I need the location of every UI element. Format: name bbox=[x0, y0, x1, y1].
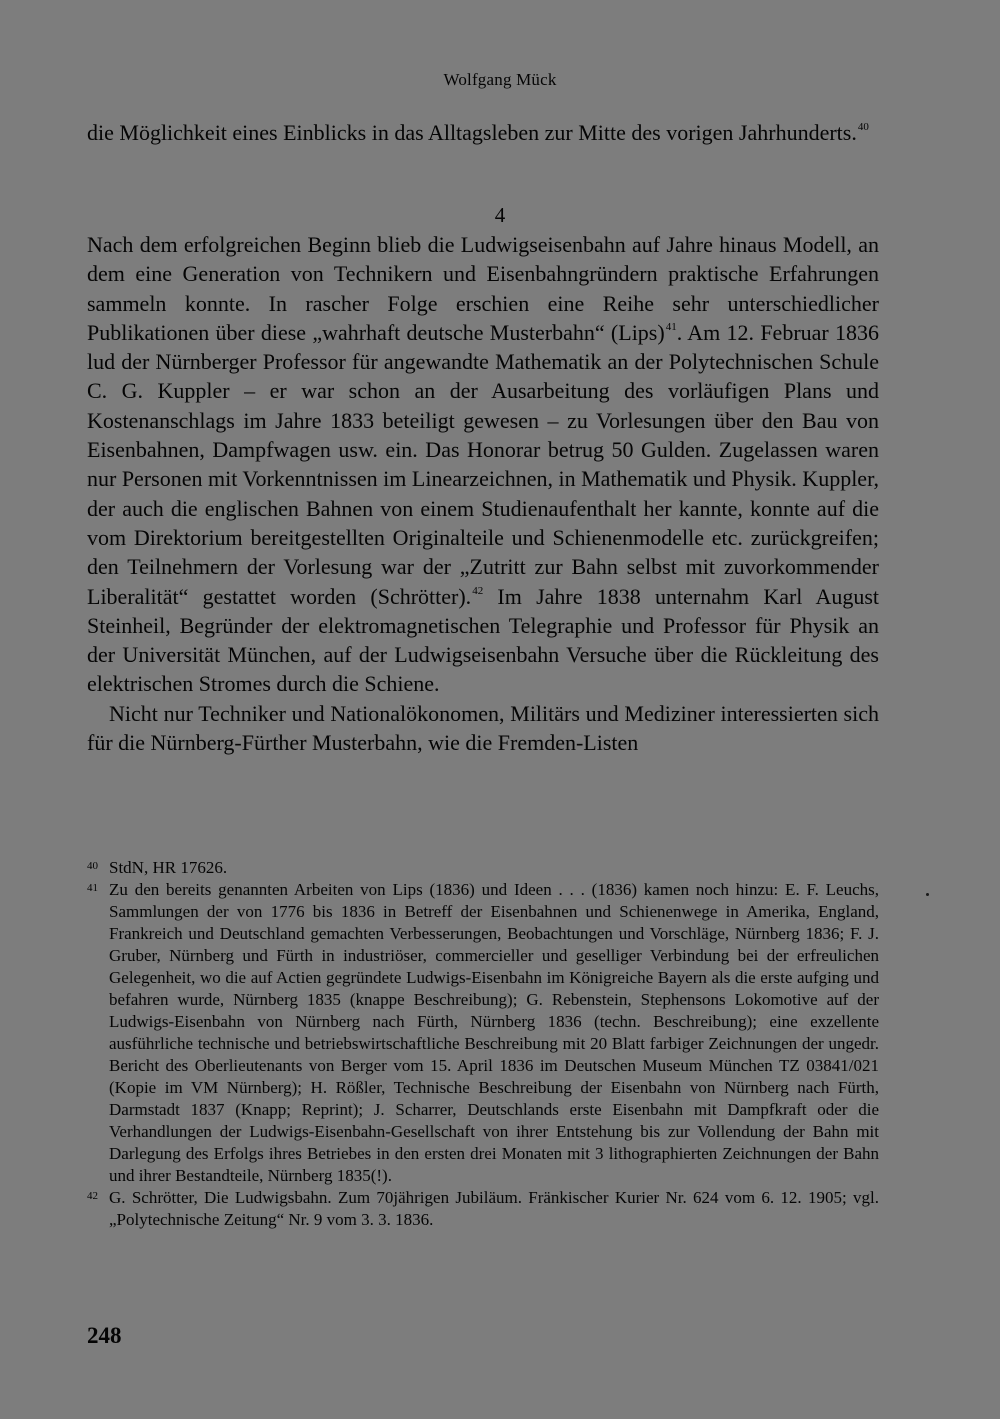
footnote-ref-40: 40 bbox=[857, 121, 869, 133]
footnote-mark: 40 bbox=[87, 860, 98, 872]
footnote-40 bbox=[87, 857, 879, 879]
footnote-mark: 42 bbox=[87, 1190, 98, 1202]
paragraph-1-part-3: Im Jahre 1838 unternahm Karl August Steinheil, Begründer der elektromagnetischen Telegraphie und Professor für Physik an der Universität München, auf der Ludwigseisenbahn Versuche über die Rückleitung des elektrischen Stromes durch die Schiene. bbox=[87, 583, 879, 697]
page-number: 248 bbox=[87, 1323, 122, 1348]
paragraph-1-part-1: Nach dem erfolgreichen Beginn blieb die Ludwigseisenbahn auf Jahre hinaus Modell, an dem eine Generation von Technikern und Eisenbahngründern praktische Erfahrungen sammeln konnte. In rascher Folge erschien eine Reihe sehr unterschiedlicher Publikationen über diese „wahrhaft deutsche Musterbahn“ (Lips) bbox=[87, 232, 879, 345]
intro-text: die Möglichkeit eines Einblicks in das Alltagsleben zur Mitte des vorigen Jahrhunderts. bbox=[87, 120, 857, 145]
footnote-41 bbox=[87, 879, 879, 1187]
footnote-ref-41: 41 bbox=[665, 320, 677, 333]
footnote-42 bbox=[87, 1187, 879, 1231]
main-text bbox=[87, 230, 879, 757]
intro-paragraph bbox=[87, 118, 879, 147]
running-head: Wolfgang Mück bbox=[443, 70, 557, 89]
footnote-ref-42: 42 bbox=[472, 584, 484, 597]
footnote-text: StdN, HR 17626. bbox=[109, 858, 228, 877]
paragraph-1 bbox=[87, 230, 879, 699]
print-speck bbox=[926, 893, 929, 896]
footnote-mark: 41 bbox=[87, 882, 98, 894]
footnote-text: Zu den bereits genannten Arbeiten von Lips (1836) und Ideen . . . (1836) kamen noch hinzu: E. F. Leuchs, Sammlungen der von 1776 bis 1836 in Betreff der Eisenbahnen und Schienenwege in Amerika, England, Frankreich und Deutschland gemachten Verbesserungen, Beobachtungen und Vorschläge, Nürnberg 1836; F. J. Gruber, Nürnberg und Fürth in industriöser, commercieller und geselliger Verbindung bei der erfreulichen Gelegenheit, wo die auf Actien gegründete Ludwigs-Eisenbahn im Königreiche Bayern als die erste aufging und befahren wurde, Nürnberg 1835 (knappe Beschreibung); G. Rebenstein, Stephensons Lokomotive auf der Ludwigs-Eisenbahn von Nürnberg nach Fürth, Nürnberg 1836 (techn. Beschreibung); eine exzellente ausführliche technische und betriebswirtschaftliche Beschreibung mit 20 Blatt farbiger Zeichnungen der ungedr. Bericht des Oberlieutenants von Berger vom 15. April 1836 im Deutschen Museum München TZ 03841/021 (Kopie im VM Nürnberg); H. Rößler, Technische Beschreibung der Eisenbahn von Nürnberg nach Fürth, Darmstadt 1837 (Knapp; Reprint); J. Scharrer, Deutschlands erste Eisenbahn mit Dampfkraft oder die Verhandlungen der Ludwigs-Eisenbahn-Gesellschaft von ihrer Entstehung bis zur Vollendung der Bahn mit Darlegung des Erfolgs ihres Betriebes in den ersten drei Monaten mit 3 lithographierten Zeichnungen der Bahn und ihrer Bestandteile, Nürnberg 1835(!). bbox=[109, 880, 879, 1185]
paragraph-1-part-2: . Am 12. Februar 1836 lud der Nürnberger Professor für angewandte Mathematik an der Polytechnischen Schule C. G. Kuppler – er war schon an der Ausarbeitung des vorläufigen Plans und Kostenanschlags im Jahre 1833 beteiligt gewesen – zu Vorlesungen über den Bau von Eisenbahnen, Dampfwagen usw. ein. Das Honorar betrug 50 Gulden. Zugelassen waren nur Personen mit Vorkenntnissen im Linearzeichnen, in Mathematik und Physik. Kuppler, der auch die englischen Bahnen von einem Studienaufenthalt her kannte, konnte auf die vom Direktorium bereitgestellten Originalteile und Schienenmodelle etc. zurückgreifen; den Teilnehmern der Vorlesung war der „Zutritt zur Bahn selbst mit zuvorkommender Liberalität“ gestattet worden (Schrötter). bbox=[87, 319, 880, 609]
footnotes bbox=[87, 857, 879, 1231]
footnote-text: G. Schrötter, Die Ludwigsbahn. Zum 70jährigen Jubiläum. Fränkischer Kurier Nr. 624 vom 6. 12. 1905; vgl. „Polytechnische Zeitung“ Nr. 9 vom 3. 3. 1836. bbox=[109, 1188, 879, 1229]
section-number: 4 bbox=[494, 203, 506, 227]
paragraph-2: Nicht nur Techniker und Nationalökonomen, Militärs und Mediziner interessierten sich für die Nürnberg-Fürther Musterbahn, wie die Fremden-Listen bbox=[87, 700, 879, 756]
